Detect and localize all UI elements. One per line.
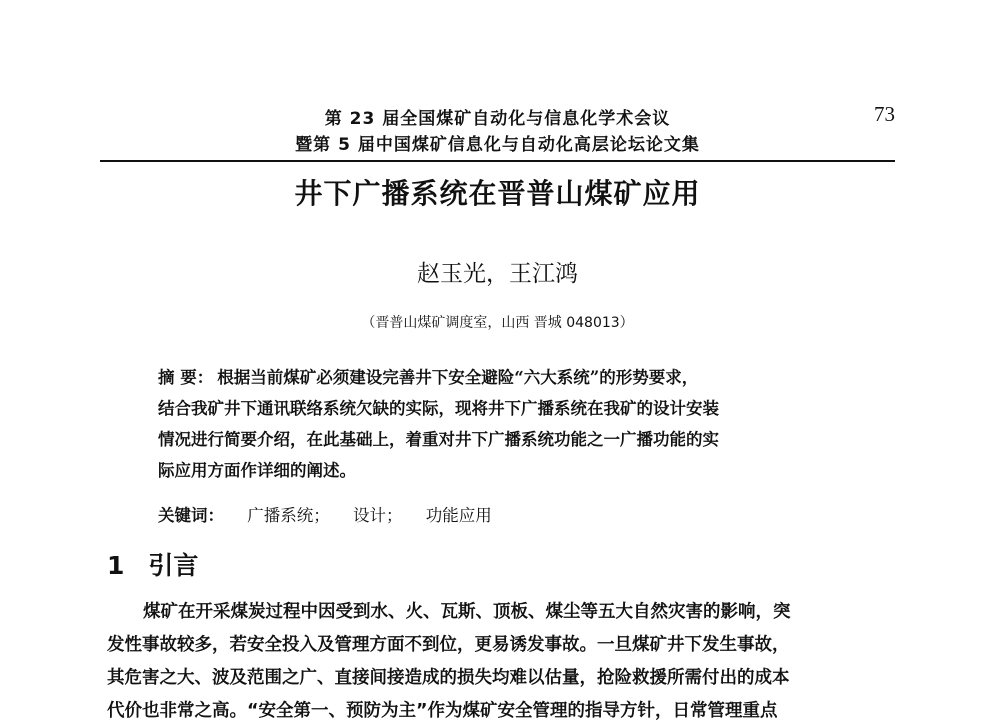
section-number: 1	[107, 551, 125, 580]
abstract-line: 际应用方面作详细的阐述。	[158, 461, 356, 480]
section-heading	[107, 546, 198, 582]
keyword: 功能应用	[425, 506, 492, 525]
page-number: 73	[874, 102, 895, 126]
body-line: 代价也非常之高。“安全第一、预防为主”作为煤矿安全管理的指导方针，日常管理重点	[107, 701, 778, 721]
keyword: 设计；	[353, 506, 403, 525]
affiliation: （晋普山煤矿调度室，山西 晋城 048013）	[361, 315, 634, 331]
body-text	[107, 596, 897, 723]
abstract-line	[158, 362, 858, 393]
section-title: 引言	[148, 551, 199, 580]
abstract-line: 结合我矿井下通讯联络系统欠缺的实际，现将井下广播系统在我矿的设计安装	[158, 399, 719, 418]
proceedings-title: 暨第 5 届中国煤矿信息化与自动化高层论坛论文集	[295, 135, 700, 155]
keywords-label: 关键词：	[158, 506, 224, 525]
abstract-text: 根据当前煤矿必须建设完善井下安全避险“六大系统”的形势要求，	[217, 368, 699, 387]
body-line: 煤矿在开采煤炭过程中因受到水、火、瓦斯、顶板、煤尘等五大自然灾害的影响，突	[143, 602, 791, 622]
abstract	[158, 362, 858, 486]
body-line: 发性事故较多，若安全投入及管理方面不到位，更易诱发事故。一旦煤矿井下发生事故，	[107, 635, 790, 655]
abstract-line: 情况进行简要介绍，在此基础上，着重对井下广播系统功能之一广播功能的实	[158, 430, 719, 449]
keywords	[158, 502, 858, 526]
keyword: 广播系统；	[247, 506, 330, 525]
running-header	[100, 100, 895, 162]
body-line: 其危害之大、波及范围之广、直接间接造成的损失均难以估量，抢险救援所需付出的成本	[107, 668, 790, 688]
paper-title: 井下广播系统在晋普山煤矿应用	[294, 177, 701, 210]
authors: 赵玉光，王江鸿	[417, 261, 578, 287]
abstract-label: 摘 要：	[158, 368, 214, 387]
conference-title: 第 23 届全国煤矿自动化与信息化学术会议	[324, 109, 671, 129]
